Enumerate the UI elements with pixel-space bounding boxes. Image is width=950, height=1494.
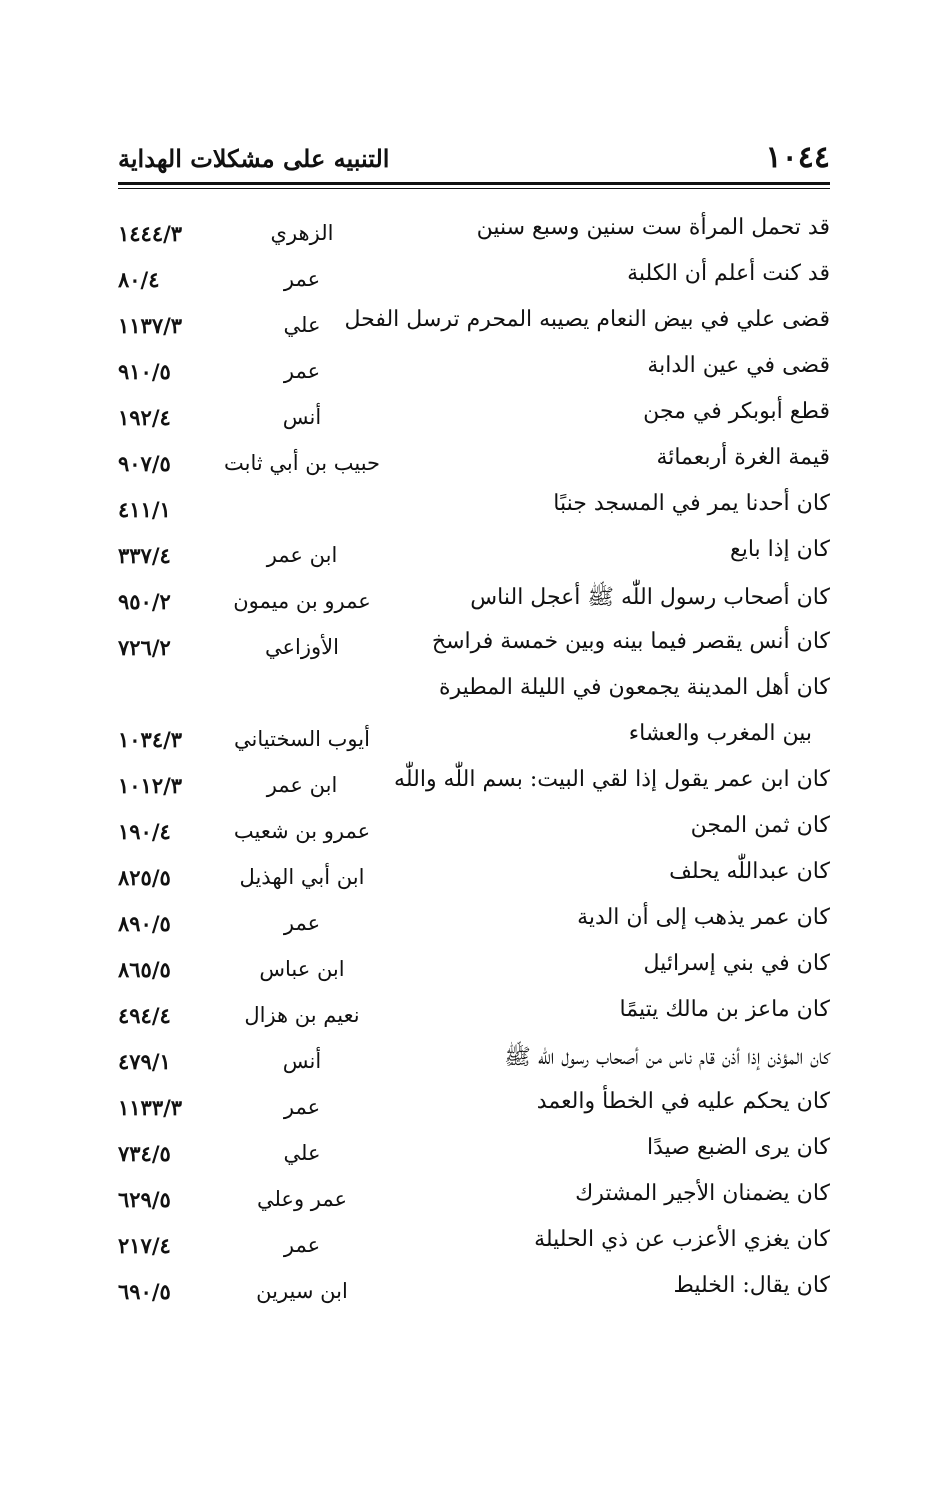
volume-page-ref: ٨٦٥/٥	[118, 957, 171, 982]
volume-page-ref: ٩١٠/٥	[118, 359, 171, 384]
index-row	[118, 761, 830, 807]
index-row	[118, 715, 830, 761]
narrator: عمرو بن ميمون	[233, 589, 371, 613]
header-rule-thin	[118, 188, 830, 189]
index-row	[118, 807, 830, 853]
index-row	[118, 1175, 830, 1221]
narrator: عمر	[283, 1095, 321, 1119]
volume-page-ref: ٨٢٥/٥	[118, 865, 171, 890]
index-row	[118, 255, 830, 301]
index-row	[118, 623, 830, 669]
volume-page-ref: ٢١٧/٤	[118, 1233, 171, 1258]
hadith-text: كان أهل المدينة يجمعون في الليلة المطيرة	[438, 675, 830, 700]
volume-page-ref: ١٠١٢/٣	[118, 773, 183, 798]
volume-page-ref: ١٠٣٤/٣	[118, 727, 183, 752]
hadith-text: قطع أبوبكر في مجن	[643, 399, 830, 424]
book-title: التنبيه على مشكلات الهداية	[118, 144, 390, 173]
hadith-text: كان عمر يذهب إلى أن الدية	[577, 905, 830, 930]
volume-page-ref: ١٩٠/٤	[118, 819, 171, 844]
volume-page-ref: ١١٣٧/٣	[118, 313, 183, 338]
hadith-text: قضى علي في بيض النعام يصيبه المحرم ترسل الفحل	[344, 307, 830, 332]
narrator: الأوزاعي	[265, 635, 339, 659]
narrator: الزهري	[270, 221, 334, 245]
narrator: نعيم بن هزال	[244, 1003, 360, 1027]
hadith-text: كان يضمنان الأجير المشترك	[575, 1181, 830, 1206]
narrator: أيوب السختياني	[234, 727, 370, 751]
narrator: أنس	[282, 405, 322, 429]
hadith-text: كان ابن عمر يقول إذا لقي البيت: بسم اللّٰه واللّٰه	[394, 767, 830, 792]
narrator: علي	[283, 313, 321, 337]
index-row	[118, 439, 830, 485]
volume-page-ref: ٤١١/١	[118, 497, 171, 522]
index-row	[118, 1267, 830, 1313]
hadith-text: قيمة الغرة أربعمائة	[656, 445, 830, 470]
volume-page-ref: ٤٩٤/٤	[118, 1003, 171, 1028]
hadith-text: قد كنت أعلم أن الكلبة	[627, 261, 830, 286]
running-header	[118, 140, 830, 180]
index-row	[118, 1221, 830, 1267]
hadith-text: قد تحمل المرأة ست سنين وسبع سنين	[476, 215, 830, 240]
hadith-text: بين المغرب والعشاء	[628, 721, 812, 746]
index-row	[118, 1037, 830, 1083]
index-row	[118, 485, 830, 531]
hadith-text: كان أصحاب رسول اللّٰه ﷺ أعجل الناس	[470, 585, 830, 610]
volume-page-ref: ٦٩٠/٥	[118, 1279, 171, 1304]
narrator: علي	[283, 1141, 321, 1165]
index-row	[118, 347, 830, 393]
volume-page-ref: ١١٣٣/٣	[118, 1095, 183, 1120]
narrator: ابن عباس	[259, 957, 345, 981]
hadith-text: كان المؤذن إذا أذن قام ناس من أصحاب رسول اللّٰه ﷺ	[504, 1045, 830, 1070]
volume-page-ref: ١٤٤٤/٣	[118, 221, 183, 246]
volume-page-ref: ٦٢٩/٥	[118, 1187, 171, 1212]
index-list	[118, 209, 830, 1313]
volume-page-ref: ٩٠٧/٥	[118, 451, 171, 476]
narrator: ابن أبي الهذيل	[239, 865, 365, 889]
page-number: ١٠٤٤	[765, 140, 830, 175]
index-row	[118, 209, 830, 255]
volume-page-ref: ١٩٢/٤	[118, 405, 171, 430]
index-row	[118, 577, 830, 623]
hadith-text: كان ثمن المجن	[690, 813, 830, 838]
narrator: حبيب بن أبي ثابت	[223, 451, 381, 475]
hadith-text: كان يقال: الخليط	[673, 1273, 830, 1298]
volume-page-ref: ٨٠/٤	[118, 267, 160, 292]
narrator: عمر	[283, 1233, 321, 1257]
hadith-text: كان في بني إسرائيل	[643, 951, 830, 976]
index-row	[118, 531, 830, 577]
hadith-text: كان يحكم عليه في الخطأ والعمد	[536, 1089, 830, 1114]
index-row	[118, 991, 830, 1037]
volume-page-ref: ٣٣٧/٤	[118, 543, 171, 568]
narrator: عمر وعلي	[256, 1187, 348, 1211]
volume-page-ref: ٧٣٤/٥	[118, 1141, 171, 1166]
narrator: عمر	[283, 267, 321, 291]
hadith-text: كان عبداللّٰه يحلف	[669, 859, 830, 884]
index-row	[118, 945, 830, 991]
volume-page-ref: ٩٥٠/٢	[118, 589, 171, 614]
volume-page-ref: ٨٩٠/٥	[118, 911, 171, 936]
narrator: ابن عمر	[266, 543, 338, 567]
narrator: أنس	[282, 1049, 322, 1073]
volume-page-ref: ٤٧٩/١	[118, 1049, 171, 1074]
hadith-text: كان أنس يقصر فيما بينه وبين خمسة فراسخ	[431, 629, 830, 654]
hadith-text: كان ماعز بن مالك يتيمًا	[619, 997, 830, 1022]
narrator: عمرو بن شعيب	[233, 819, 371, 843]
index-row	[118, 853, 830, 899]
hadith-text: كان يرى الضبع صيدًا	[646, 1135, 830, 1160]
header-rule-thick	[118, 182, 830, 185]
index-row	[118, 1083, 830, 1129]
hadith-text: كان أحدنا يمر في المسجد جنبًا	[553, 491, 830, 516]
narrator: ابن سيرين	[256, 1279, 348, 1303]
index-row	[118, 393, 830, 439]
narrator: عمر	[283, 359, 321, 383]
index-row	[118, 301, 830, 347]
volume-page-ref: ٧٢٦/٢	[118, 635, 171, 660]
narrator: ابن عمر	[266, 773, 338, 797]
narrator: عمر	[283, 911, 321, 935]
index-row	[118, 669, 830, 715]
index-row	[118, 899, 830, 945]
hadith-text: كان يغزي الأعزب عن ذي الحليلة	[534, 1227, 830, 1252]
hadith-text: قضى في عين الدابة	[647, 353, 830, 378]
index-row	[118, 1129, 830, 1175]
hadith-text: كان إذا بايع	[730, 537, 830, 562]
